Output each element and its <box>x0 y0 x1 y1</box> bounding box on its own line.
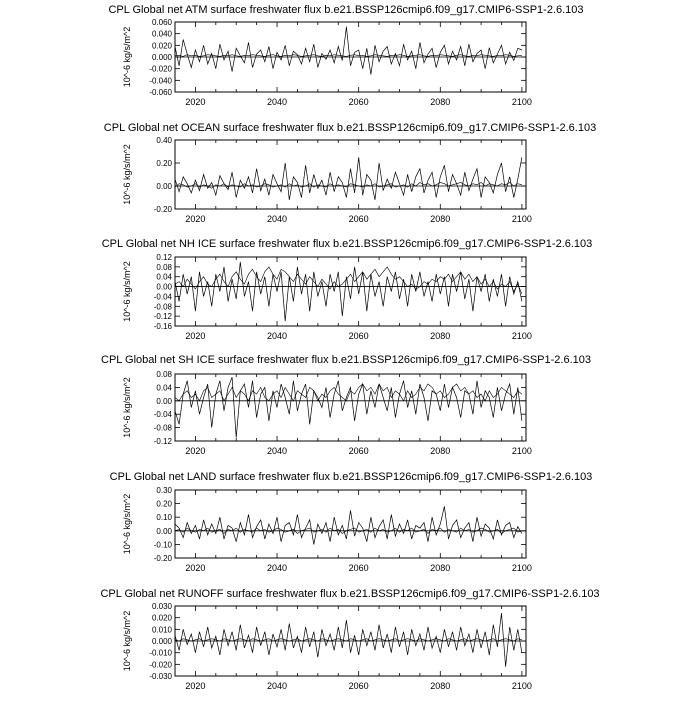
y-axis-label: 10^-6 kg/s/m^2 <box>122 261 132 322</box>
x-tick-label: 2040 <box>267 97 288 107</box>
y-tick-label: 0.08 <box>156 370 172 379</box>
x-tick-label: 2060 <box>348 563 369 573</box>
x-tick-label: 2020 <box>185 331 206 341</box>
x-tick-label: 2100 <box>511 446 532 456</box>
x-tick-label: 2040 <box>267 681 288 691</box>
y-tick-label: 0.00 <box>156 182 172 191</box>
y-tick-label: 0.040 <box>151 29 172 39</box>
x-tick-label: 2060 <box>348 97 369 107</box>
y-tick-label: -0.020 <box>149 64 172 74</box>
y-axis-label: 10^-6 kg/s/m^2 <box>122 493 132 555</box>
x-tick-label: 2060 <box>348 214 369 224</box>
y-tick-label: -0.16 <box>153 322 172 331</box>
y-tick-label: 0.10 <box>156 513 172 523</box>
x-tick-label: 2080 <box>430 563 451 573</box>
y-tick-label: -0.10 <box>153 540 172 550</box>
x-tick-label: 2020 <box>185 446 206 456</box>
x-tick-label: 2020 <box>185 97 206 107</box>
series-line-primary <box>175 157 522 200</box>
series-line-primary <box>175 377 522 437</box>
line-chart <box>0 486 700 588</box>
x-tick-label: 2080 <box>430 331 451 341</box>
line-chart <box>0 253 700 356</box>
x-tick-label: 2080 <box>430 214 451 224</box>
y-tick-label: 0.04 <box>156 383 172 393</box>
x-tick-label: 2100 <box>511 331 532 341</box>
y-tick-label: 0.00 <box>156 526 172 536</box>
y-tick-label: 0.030 <box>151 602 172 611</box>
x-tick-label: 2080 <box>430 681 451 691</box>
x-tick-label: 2100 <box>511 563 532 573</box>
y-tick-label: 0.30 <box>156 486 172 495</box>
line-chart <box>0 370 700 471</box>
plot-frame <box>175 257 526 326</box>
x-tick-label: 2080 <box>430 97 451 107</box>
x-tick-label: 2020 <box>185 214 206 224</box>
line-chart <box>0 136 700 239</box>
y-axis-label: 10^-6 kg/s/m^2 <box>122 144 132 205</box>
y-tick-label: -0.04 <box>153 292 172 302</box>
series-line-primary <box>175 506 522 544</box>
y-axis-label: 10^-6 kg/s/m^2 <box>122 26 132 88</box>
chart-title: CPL Global net RUNOFF surface freshwater flux b.e21.BSSP126cmip6.f09_g17.CMIP6-SSP1-2.6.103 <box>100 588 600 600</box>
x-tick-label: 2100 <box>511 97 532 107</box>
y-tick-label: 0.00 <box>156 282 172 292</box>
y-tick-label: -0.20 <box>153 554 172 563</box>
series-line-secondary <box>175 55 522 57</box>
x-tick-label: 2040 <box>267 563 288 573</box>
y-tick-label: 0.020 <box>151 41 172 51</box>
y-tick-label: -0.12 <box>153 437 172 446</box>
x-tick-label: 2100 <box>511 214 532 224</box>
y-axis-label: 10^-6 kg/s/m^2 <box>122 377 132 438</box>
y-tick-label: 0.060 <box>151 18 172 27</box>
plot-frame <box>175 374 526 441</box>
line-chart <box>0 18 700 122</box>
y-tick-label: -0.020 <box>149 660 172 670</box>
chart-title: CPL Global net LAND surface freshwater flux b.e21.BSSP126cmip6.f09_g17.CMIP6-SSP1-2.6.103 <box>109 471 593 483</box>
y-tick-label: -0.08 <box>153 302 172 312</box>
x-tick-label: 2040 <box>267 331 288 341</box>
plot-frame <box>175 140 526 209</box>
y-tick-label: -0.20 <box>153 205 172 214</box>
chart-title: CPL Global net NH ICE surface freshwater flux b.e21.BSSP126cmip6.f09_g17.CMIP6-SSP1-2.6.103 <box>101 238 593 250</box>
y-tick-label: 0.00 <box>156 396 172 406</box>
chart-title: CPL Global net ATM surface freshwater flux b.e21.BSSP126cmip6.f09_g17.CMIP6-SSP1-2.6.103 <box>108 4 584 16</box>
y-tick-label: 0.020 <box>151 613 172 623</box>
y-tick-label: -0.010 <box>149 648 172 658</box>
y-axis-label: 10^-6 kg/s/m^2 <box>122 610 132 672</box>
x-tick-label: 2100 <box>511 681 532 691</box>
y-tick-label: -0.030 <box>149 672 172 681</box>
x-tick-label: 2060 <box>348 446 369 456</box>
x-tick-label: 2040 <box>267 446 288 456</box>
y-tick-label: 0.04 <box>156 272 172 282</box>
x-tick-label: 2040 <box>267 214 288 224</box>
y-tick-label: 0.12 <box>156 253 172 262</box>
y-tick-label: 0.20 <box>156 499 172 509</box>
y-tick-label: -0.08 <box>153 423 172 433</box>
y-tick-label: 0.40 <box>156 136 172 145</box>
y-tick-label: -0.040 <box>149 76 172 86</box>
y-tick-label: 0.000 <box>151 637 172 646</box>
chart-title: CPL Global net SH ICE surface freshwater flux b.e21.BSSP126cmip6.f09_g17.CMIP6-SSP1-2.6.103 <box>101 354 591 366</box>
x-tick-label: 2020 <box>185 563 206 573</box>
y-tick-label: -0.04 <box>153 410 172 420</box>
chart-title: CPL Global net OCEAN surface freshwater flux b.e21.BSSP126cmip6.f09_g17.CMIP6-SSP1-2.6.103 <box>103 122 597 134</box>
series-line-primary <box>175 262 522 321</box>
x-tick-label: 2060 <box>348 681 369 691</box>
x-tick-label: 2060 <box>348 331 369 341</box>
x-tick-label: 2080 <box>430 446 451 456</box>
y-tick-label: 0.20 <box>156 159 172 168</box>
x-tick-label: 2020 <box>185 681 206 691</box>
y-tick-label: -0.060 <box>149 88 172 97</box>
y-tick-label: 0.010 <box>151 625 172 635</box>
y-tick-label: 0.08 <box>156 262 172 272</box>
line-chart <box>0 602 700 706</box>
plot-frame <box>175 490 526 558</box>
y-tick-label: -0.12 <box>153 312 172 322</box>
y-tick-label: 0.000 <box>151 53 172 62</box>
series-line-primary <box>175 27 522 75</box>
